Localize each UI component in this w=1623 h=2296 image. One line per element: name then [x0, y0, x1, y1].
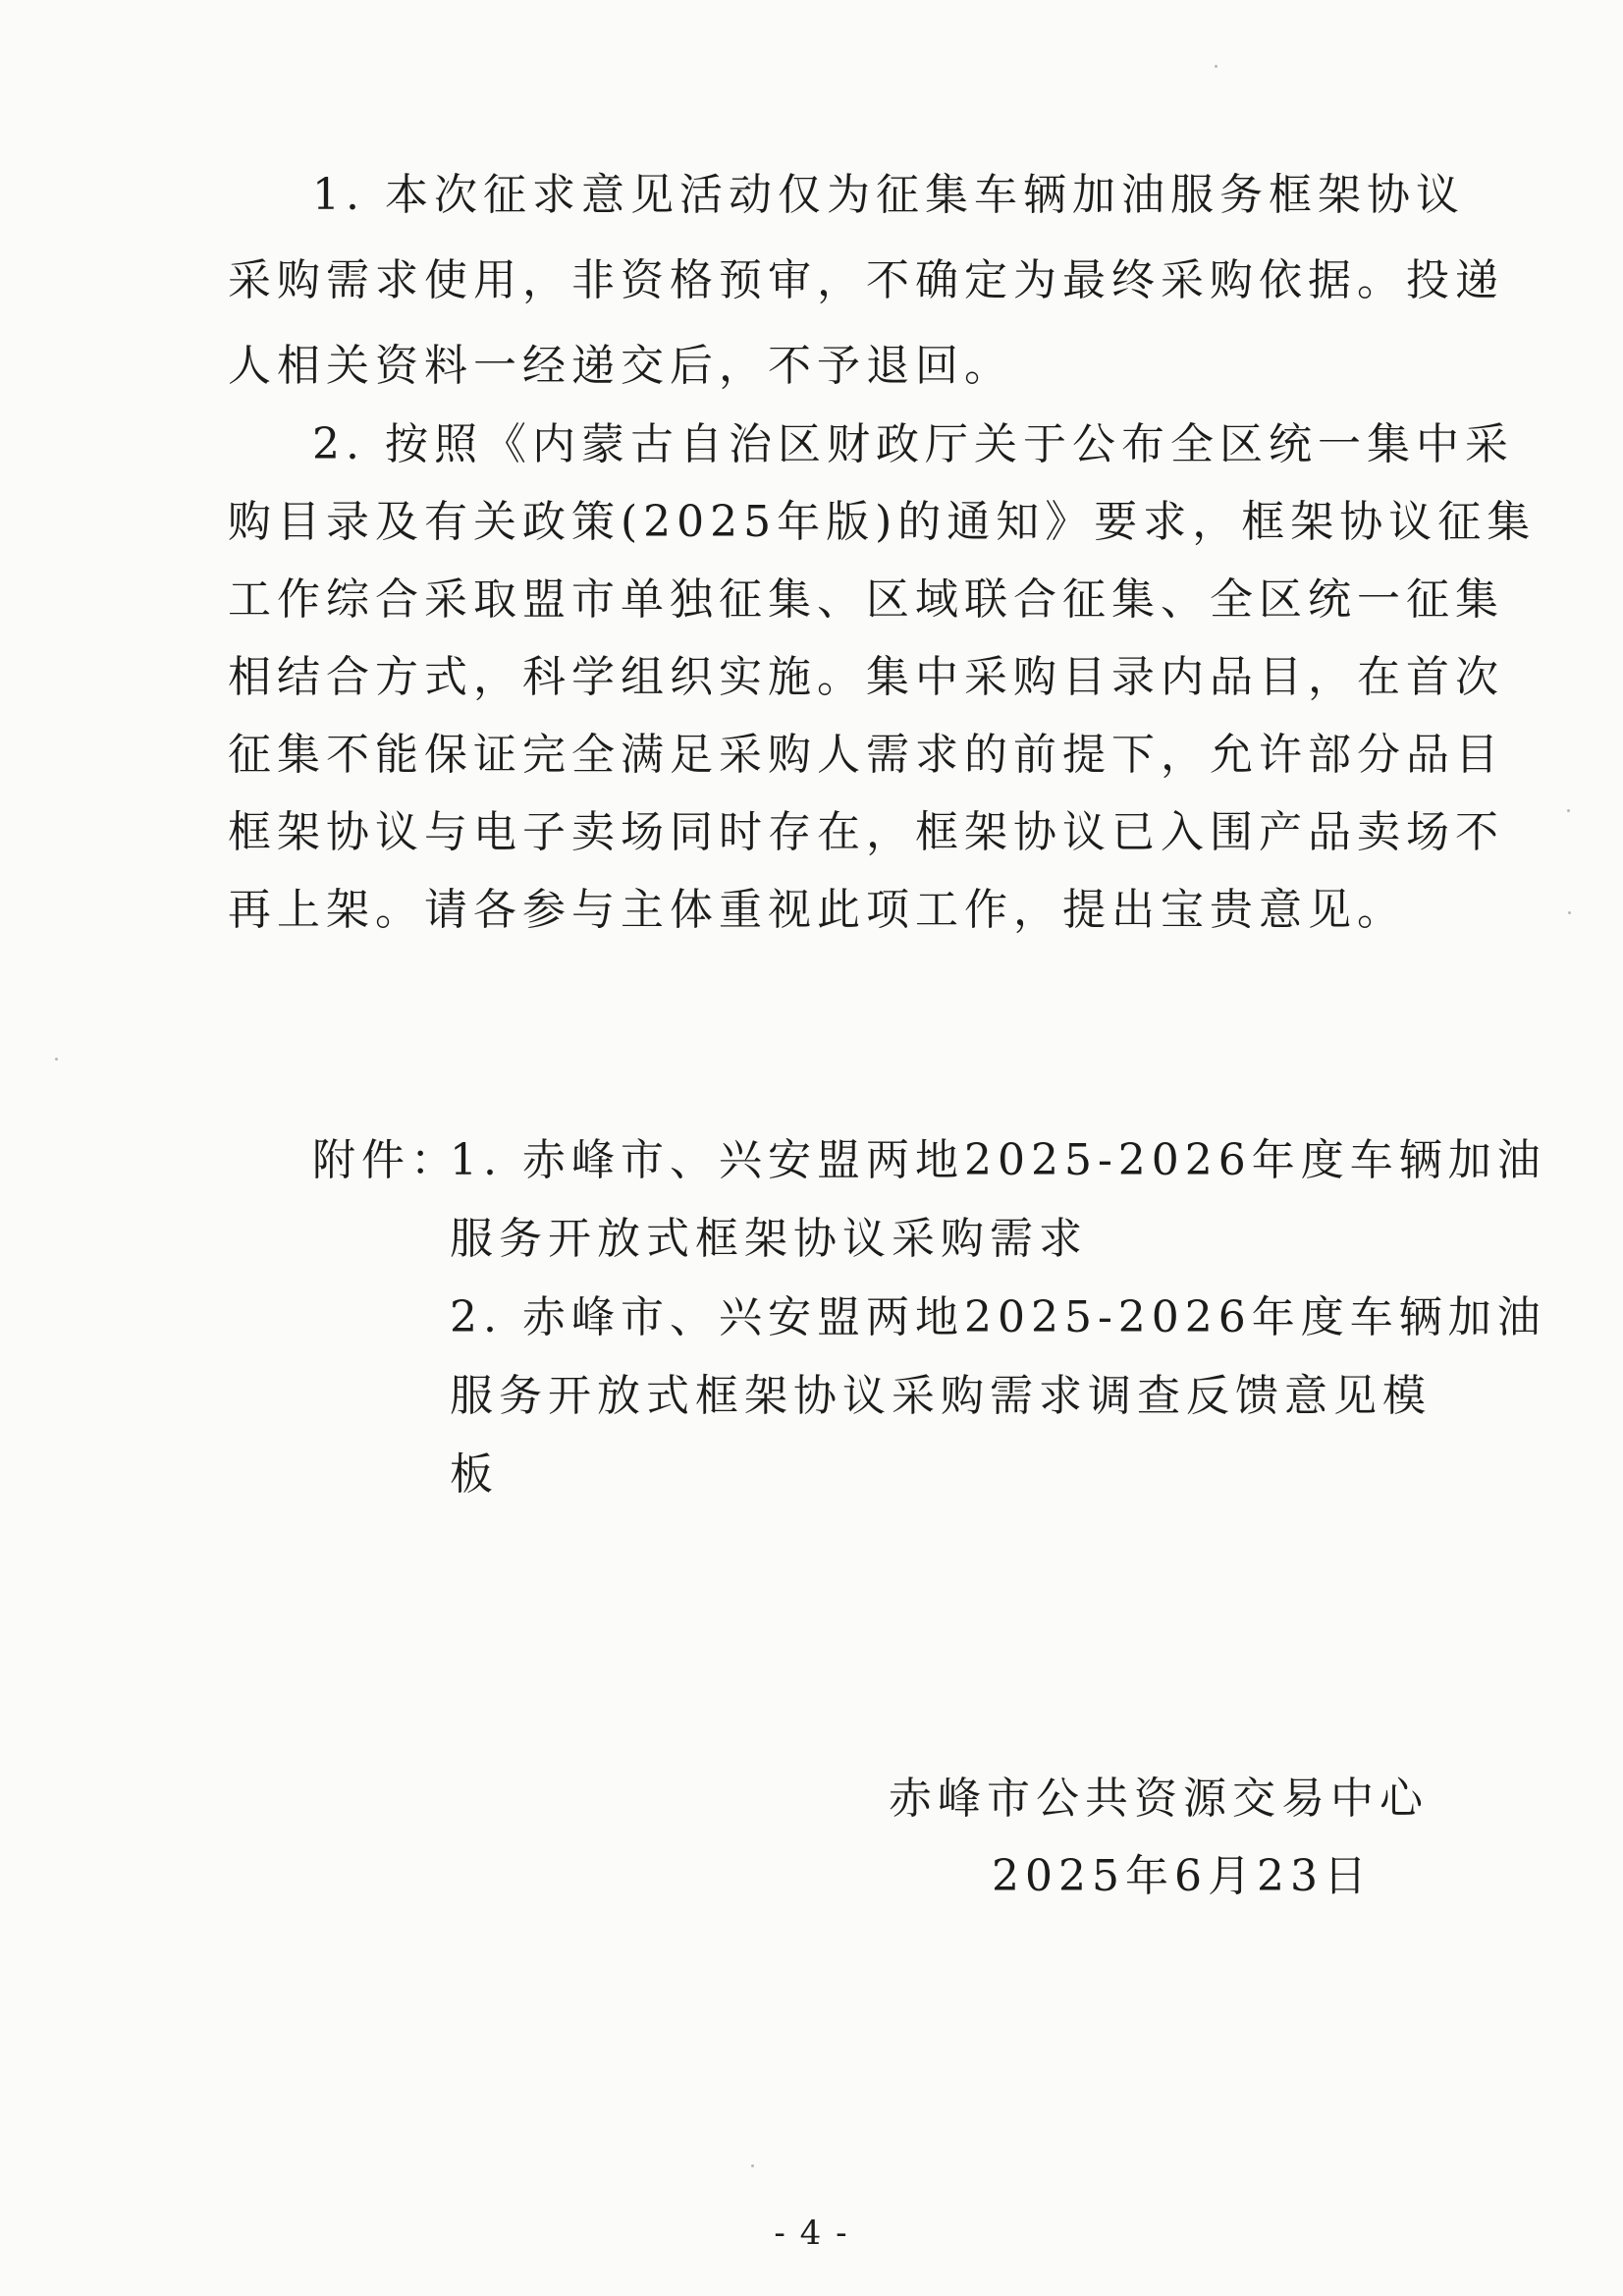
page-number: - 4 - [774, 2214, 849, 2253]
paragraph-1-line-3: 人相关资料一经递交后，不予退回。 [228, 341, 1013, 391]
paragraph-1-line-1: 1. 本次征求意见活动仅为征集车辆加油服务框架协议 [312, 170, 1465, 220]
paragraph-2-line-3: 工作综合采取盟市单独征集、区域联合征集、全区统一征集 [228, 574, 1504, 625]
signature-date: 2025年6月23日 [992, 1851, 1373, 1901]
attachment-label: 附件： [312, 1135, 460, 1185]
attachment-1-line-2: 服务开放式框架协议采购需求 [450, 1214, 1088, 1264]
scan-speck [55, 1058, 58, 1061]
paragraph-1-line-2: 采购需求使用，非资格预审，不确定为最终采购依据。投递 [228, 255, 1504, 305]
signature-organization: 赤峰市公共资源交易中心 [889, 1774, 1429, 1824]
attachment-2-line-3: 板 [450, 1449, 499, 1500]
paragraph-2-line-2: 购目录及有关政策(2025年版)的通知》要求，框架协议征集 [228, 497, 1537, 547]
scan-speck [1568, 911, 1571, 914]
paragraph-2-line-7: 再上架。请各参与主体重视此项工作，提出宝贵意见。 [228, 885, 1406, 935]
scan-speck [1567, 809, 1570, 812]
paragraph-2-line-1: 2. 按照《内蒙古自治区财政厅关于公布全区统一集中采 [312, 419, 1514, 469]
scan-speck [1215, 65, 1217, 68]
attachment-1-line-1: 1. 赤峰市、兴安盟两地2025-2026年度车辆加油 [450, 1135, 1546, 1185]
paragraph-2-line-6: 框架协议与电子卖场同时存在，框架协议已入围产品卖场不 [228, 807, 1504, 857]
scan-speck [751, 2164, 754, 2167]
attachment-2-line-1: 2. 赤峰市、兴安盟两地2025-2026年度车辆加油 [450, 1292, 1546, 1342]
attachment-2-line-2: 服务开放式框架协议采购需求调查反馈意见模 [450, 1371, 1432, 1421]
paragraph-2-line-5: 征集不能保证完全满足采购人需求的前提下，允许部分品目 [228, 730, 1504, 780]
paragraph-2-line-4: 相结合方式，科学组织实施。集中采购目录内品目，在首次 [228, 652, 1504, 702]
